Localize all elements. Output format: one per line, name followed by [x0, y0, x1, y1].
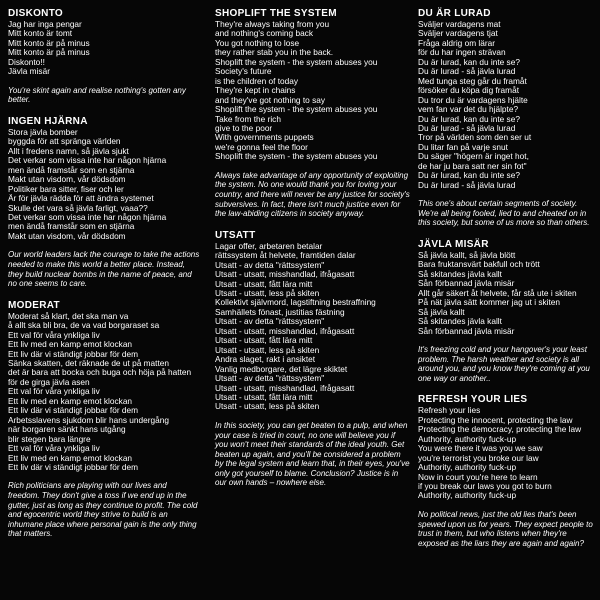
lyric-line: Protecting the democracy, protecting the law	[418, 424, 582, 435]
lyric-line: Du är lurad, kan du inte se?	[418, 170, 520, 181]
lyric-line: Authority, authority fuck-up	[418, 462, 517, 473]
lyric-line: and they've got nothing to say	[215, 94, 325, 105]
lyric-line: Mitt konto är på minus	[8, 37, 90, 48]
lyric-line: rättssystem åt helvete, framtiden dalar	[215, 250, 356, 261]
lyric-line: Utsatt - utsatt, fått lära mitt	[215, 335, 313, 346]
lyric-line: Det verkar som vissa inte har någon hjärna	[8, 211, 167, 222]
lyric-line: With governments puppets	[215, 132, 314, 143]
lyric-line: Du säger "högern är inget hot,	[418, 151, 529, 162]
lyric-line: you're terrorist you broke our law	[418, 452, 539, 463]
song-comment: You're skint again and realise nothing's gotten any better.	[8, 85, 186, 105]
lyric-line: You were there it was you we saw	[418, 443, 543, 454]
lyric-line: Allt i fredens namn, så jävla sjukt	[8, 145, 129, 156]
lyric-line: Ett liv där vi ständigt jobbar för dem	[8, 405, 139, 416]
song-title: INGEN HJÄRNA	[8, 115, 88, 127]
lyric-line: Jag har inga pengar	[8, 19, 82, 29]
lyric-line: Du är lurad - så jävla lurad	[418, 122, 516, 133]
lyric-line: Vanlig medborgare, det lägre skiktet	[215, 363, 348, 374]
lyric-line: Med tunga steg går du framåt	[418, 75, 527, 86]
lyric-line: Ett val för våra ynkliga liv	[8, 386, 100, 397]
lyric-line: Tror på världen som den ser ut	[418, 132, 532, 143]
lyric-line: Du är lurad - så jävla lurad	[418, 66, 516, 77]
lyric-line: Ett liv där vi ständigt jobbar för dem	[8, 461, 139, 472]
lyric-line: Utsatt - utsatt, fått lära mitt	[215, 278, 313, 289]
song-title: JÄVLA MISÄR	[418, 238, 489, 250]
song-title: UTSATT	[215, 229, 256, 241]
lyric-line: You got nothing to lose	[215, 37, 300, 48]
lyric-line: Stora jävla bomber	[8, 126, 78, 137]
song-title: DISKONTO	[8, 8, 63, 19]
song-comment: Rich politicians are playing with our lives and freedom. They don't give a toss if we end up in the gutter, just as long as they continue to profit. The cold and egocentric world they strive to build is an inhumane place where personal gain is the only thing that matters.	[8, 481, 198, 539]
song-block-utsatt	[215, 230, 410, 488]
column-middle	[215, 8, 410, 488]
lyric-line: Sväljer vardagens mat	[418, 19, 501, 29]
song-block-javla-misar	[418, 239, 598, 383]
song-title: SHOPLIFT THE SYSTEM	[215, 8, 337, 19]
lyric-line: Diskonto!!	[8, 56, 45, 67]
song-comment: It's freezing cold and your hangover's your least problem. The harsh weather and society is all around you, and you know they're coming at you one way or another..	[418, 345, 590, 383]
lyric-line: Ett liv med en kamp emot klockan	[8, 452, 133, 463]
song-block-diskonto	[8, 8, 200, 105]
lyric-line: Andra slaget, rakt i ansiktet	[215, 354, 316, 365]
song-block-du-ar-lurad	[418, 8, 598, 228]
song-title: REFRESH YOUR LIES	[418, 394, 528, 406]
lyric-line: vem fan var det du hjälpte?	[418, 104, 519, 115]
lyric-line: Sån förbannad jävla misär	[418, 278, 515, 289]
lyric-line: Utsatt - av detta "rättssystem"	[215, 316, 325, 327]
lyric-line: Authority, authority fuck-up	[418, 490, 517, 501]
lyric-line: Utsatt - utsatt, misshandlad, ifrågasatt	[215, 269, 355, 280]
lyric-line: Mitt konto är tomt	[8, 28, 73, 39]
lyric-line: Refresh your lies	[418, 405, 481, 416]
song-comment: Our world leaders lack the courage to take the actions needed to make this world a better place. Instead, they build nuclear bombs in the name of peace, and no one seems to care.	[8, 250, 200, 289]
song-title: DU ÄR LURAD	[418, 8, 491, 19]
lyric-line: Så skitandes jävla kallt	[418, 316, 502, 327]
lyric-line: they rather stab you in the back.	[215, 47, 334, 58]
lyric-line: Jävla misär	[8, 66, 50, 77]
song-title: MODERAT	[8, 299, 60, 311]
lyric-line: Utsatt - av detta "rättssystem"	[215, 373, 325, 384]
lyric-line: Authority, authority fuck-up	[418, 433, 517, 444]
lyric-line: Allt går säkert åt helvete, får stå ute i skiten	[418, 287, 577, 298]
lyric-line: Arbetsslavens sjukdom blir hans undergång	[8, 414, 169, 425]
song-comment: Always take advantage of any opportunity of exploiting the system. No one would thank you for loving your country, and there will never be any justice for society's subversives. In fact, there isn't much justice even for the law-abiding citizens in society anyway.	[215, 170, 410, 219]
lyric-line: Shoplift the system - the system abuses you	[215, 151, 378, 162]
lyric-line: we're gonna feel the floor	[215, 141, 308, 152]
lyric-line: byggda för att spränga världen	[8, 136, 121, 147]
lyric-line: Fråga aldrig om lärar	[418, 37, 496, 48]
song-comment: This one's about certain segments of society. We're all being fooled, lied to and cheated on in this society, but some of us more so than others.	[418, 199, 590, 228]
lyric-line: Makt utan visdom, vår dödsdom	[8, 230, 126, 241]
lyric-line: Ett liv där vi ständigt jobbar för dem	[8, 348, 139, 359]
lyric-line: Ett val för våra ynkliga liv	[8, 329, 100, 340]
lyric-line: Ett liv med en kamp emot klockan	[8, 395, 133, 406]
lyric-line: Utsatt - utsatt, fått lära mitt	[215, 392, 313, 403]
lyric-line: give to the poor	[215, 122, 273, 133]
lyric-line: Makt utan visdom, vår dödsdom	[8, 174, 126, 185]
lyric-line: is the children of today	[215, 75, 299, 86]
column-left	[8, 8, 200, 539]
lyric-line: They're kept in chains	[215, 85, 296, 96]
lyric-line: They're always taking from you	[215, 19, 330, 29]
lyric-line: men ändå framstår som en stjärna	[8, 221, 135, 232]
lyric-line: Society's future	[215, 66, 272, 77]
lyric-line: Shoplift the system - the system abuses you	[215, 56, 378, 67]
lyric-line: Det verkar som vissa inte har någon hjärna	[8, 155, 167, 166]
lyric-line: Samhällets fönast, justitias fästning	[215, 306, 345, 317]
lyric-line: if you break our laws you got to burn	[418, 481, 552, 492]
song-block-moderat	[8, 300, 200, 539]
song-block-ingen-hjarna	[8, 116, 200, 289]
lyric-line: för de girga jävla asen	[8, 376, 90, 387]
lyric-line: Take from the rich	[215, 113, 281, 124]
lyric-line: Du är lurad, kan du inte se?	[418, 113, 520, 124]
lyric-line: när borgaren sänkt hans utgång	[8, 424, 126, 435]
lyric-line: Du är lurad - så jävla lurad	[418, 179, 516, 190]
lyric-line: men ändå framstår som en stjärna	[8, 164, 135, 175]
lyric-line: försöker du köpa dig framåt	[418, 85, 519, 96]
lyric-line: de har ju bara satt ner sin fot"	[418, 160, 527, 171]
lyric-line: Är för jävla rädda för att ändra systemet	[8, 193, 154, 204]
lyric-line: Protecting the innocent, protecting the law	[418, 414, 573, 425]
lyric-line: Sänka skatten, det räknade de ut på matten	[8, 357, 169, 368]
lyric-line: and nothing's coming back	[215, 28, 313, 39]
lyric-line: Utsatt - utsatt, less på skiten	[215, 401, 320, 412]
lyric-line: Så skitandes jävla kallt	[418, 268, 502, 279]
lyric-line: Du tror du är vardagens hjälte	[418, 94, 528, 105]
lyric-line: Lagar offer, arbetaren betalar	[215, 240, 323, 251]
column-right	[418, 8, 598, 548]
lyric-line: Utsatt - utsatt, less på skiten	[215, 288, 320, 299]
lyric-line: för du har ingen strävan	[418, 47, 506, 58]
lyric-line: Utsatt - utsatt, misshandlad, ifrågasatt	[215, 325, 355, 336]
song-comment: No political news, just the old lies that's been spewed upon us for years. They expect people to trust in them, but who listens when they're exposed as the liars they are again and again?	[418, 509, 593, 548]
lyric-line: Shoplift the system - the system abuses you	[215, 104, 378, 115]
lyric-line: blir stegen bara längre	[8, 433, 91, 444]
lyric-line: Utsatt - av detta "rättssystem"	[215, 259, 325, 270]
lyric-line: Sån förbannad jävla misär	[418, 325, 515, 336]
lyric-line: Ett val för våra ynkliga liv	[8, 443, 100, 454]
song-comment: In this society, you can get beaten to a pulp, and when your case is tried in court, no one will believe you if you won't meet their standards of the ideal youth. Get beaten up again, and you'll be considered a problem by the legal system and learn that, in their eyes, you've only got yourself to blame. Conclusion? Justice is in our own hands – nowhere else.	[215, 420, 410, 488]
lyric-line: Ett liv med en kamp emot klockan	[8, 339, 133, 350]
lyric-line: Sväljer vardagens tjat	[418, 28, 498, 39]
lyric-line: det är bara att bocka och buga och höja på hatten	[8, 367, 192, 378]
lyric-line: Du är lurad, kan du inte se?	[418, 56, 520, 67]
song-block-shoplift-the-system	[215, 8, 410, 219]
lyric-line: Mitt konto är på minus	[8, 47, 90, 58]
song-block-refresh-your-lies	[418, 394, 598, 548]
lyric-line: På nät jävla sätt kommer jag ut i skiten	[418, 297, 561, 308]
lyric-line: Utsatt - utsatt, misshandlad, ifrågasatt	[215, 382, 355, 393]
lyric-line: Moderat så klart, det ska man va	[8, 310, 129, 321]
lyric-line: Bara fruktansvärt bakfull och trött	[418, 259, 540, 270]
lyric-line: Du litar fan på varje snut	[418, 141, 508, 152]
lyric-line: Utsatt - utsatt, less på skiten	[215, 344, 320, 355]
lyric-line: Now in court you're here to learn	[418, 471, 538, 482]
lyric-line: Så jävla kallt	[418, 306, 465, 317]
lyric-line: å allt ska bli bra, de va vad borgaraset sa	[8, 320, 160, 331]
lyric-line: Skulle det vara så jävla farligt, vaaa??	[8, 202, 148, 213]
lyric-line: Kollektivt självmord, lagstiftning bestraffning	[215, 297, 376, 308]
lyric-line: Så jävla kallt, så jävla blött	[418, 249, 516, 260]
lyric-line: Politiker bara sitter, fiser och ler	[8, 183, 124, 194]
